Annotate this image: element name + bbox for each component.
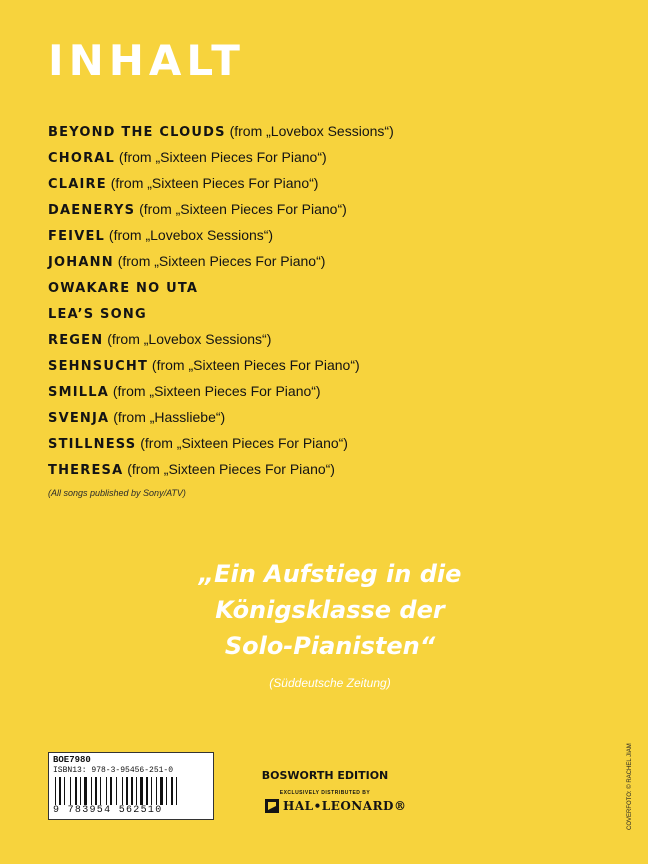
song-source: (from „Sixteen Pieces For Piano“) <box>127 461 335 477</box>
song-source: (from „Sixteen Pieces For Piano“) <box>117 253 326 269</box>
song-source: (from „Sixteen Pieces For Piano“) <box>140 435 348 451</box>
quote-line: „Ein Aufstieg in die <box>198 560 462 588</box>
press-quote <box>120 556 540 664</box>
song-title: CLAIRE <box>48 177 107 192</box>
song-item <box>48 120 394 146</box>
song-item <box>48 380 394 406</box>
song-source: (from „Sixteen Pieces For Piano“) <box>139 201 347 217</box>
song-item <box>48 328 394 354</box>
catalog-number: BOE7980 <box>53 755 91 765</box>
song-source: (from „Sixteen Pieces For Piano“) <box>112 383 321 399</box>
song-item <box>48 224 394 250</box>
song-item <box>48 432 394 458</box>
hal-leonard-mark-icon <box>265 799 279 813</box>
credit-text: COVERFOTO: © RACHEL JIAM <box>627 743 633 830</box>
song-title: CHORAL <box>48 151 116 166</box>
song-title: JOHANN <box>48 255 114 270</box>
song-title: LEA’S SONG <box>48 307 147 322</box>
song-title: FEIVEL <box>48 229 106 244</box>
song-source: (from „Sixteen Pieces For Piano“) <box>110 175 319 191</box>
song-source: (from „Sixteen Pieces For Piano“) <box>151 357 360 373</box>
song-item <box>48 458 394 484</box>
song-source: (from „Sixteen Pieces For Piano“) <box>118 149 327 165</box>
cover-photo-credit <box>627 730 637 830</box>
quote-line: Solo-Pianisten“ <box>224 632 436 660</box>
distributor-label: EXCLUSIVELY DISTRIBUTED BY <box>279 790 371 796</box>
song-item <box>48 354 394 380</box>
song-title: THERESA <box>48 463 124 478</box>
song-title: STILLNESS <box>48 437 137 452</box>
song-item <box>48 302 394 328</box>
song-title: DAENERYS <box>48 203 136 218</box>
song-title: REGEN <box>48 333 104 348</box>
song-item <box>48 172 394 198</box>
song-item <box>48 250 394 276</box>
song-title: SMILLA <box>48 385 109 400</box>
publisher-note: (All songs published by Sony/ATV) <box>48 488 186 498</box>
song-title: SVENJA <box>48 411 110 426</box>
song-item <box>48 406 394 432</box>
song-list <box>48 120 394 484</box>
barcode-label <box>48 752 214 820</box>
song-source: (from „Lovebox Sessions“) <box>107 331 272 347</box>
isbn-number: ISBN13: 978-3-95456-251-0 <box>53 766 174 775</box>
publisher-name: BOSWORTH EDITION <box>261 769 389 782</box>
song-item <box>48 146 394 172</box>
song-title: SEHNSUCHT <box>48 359 149 374</box>
page-title: INHALT <box>48 36 245 85</box>
hal-leonard-wordmark: HAL•LEONARD® <box>283 799 407 813</box>
song-title: OWAKARE NO UTA <box>48 281 199 296</box>
song-source: (from „Lovebox Sessions“) <box>108 227 274 243</box>
quote-line: Königsklasse der <box>215 596 445 624</box>
song-source: (from „Hassliebe“) <box>113 409 226 425</box>
hal-leonard-logo <box>265 799 406 813</box>
song-item <box>48 276 394 302</box>
song-source: (from „Lovebox Sessions“) <box>229 123 394 139</box>
song-item <box>48 198 394 224</box>
barcode-digits: 9 783954 562510 <box>53 805 163 816</box>
song-title: BEYOND THE CLOUDS <box>48 125 226 140</box>
quote-source: (Süddeutsche Zeitung) <box>269 676 391 690</box>
barcode-image <box>53 777 209 805</box>
